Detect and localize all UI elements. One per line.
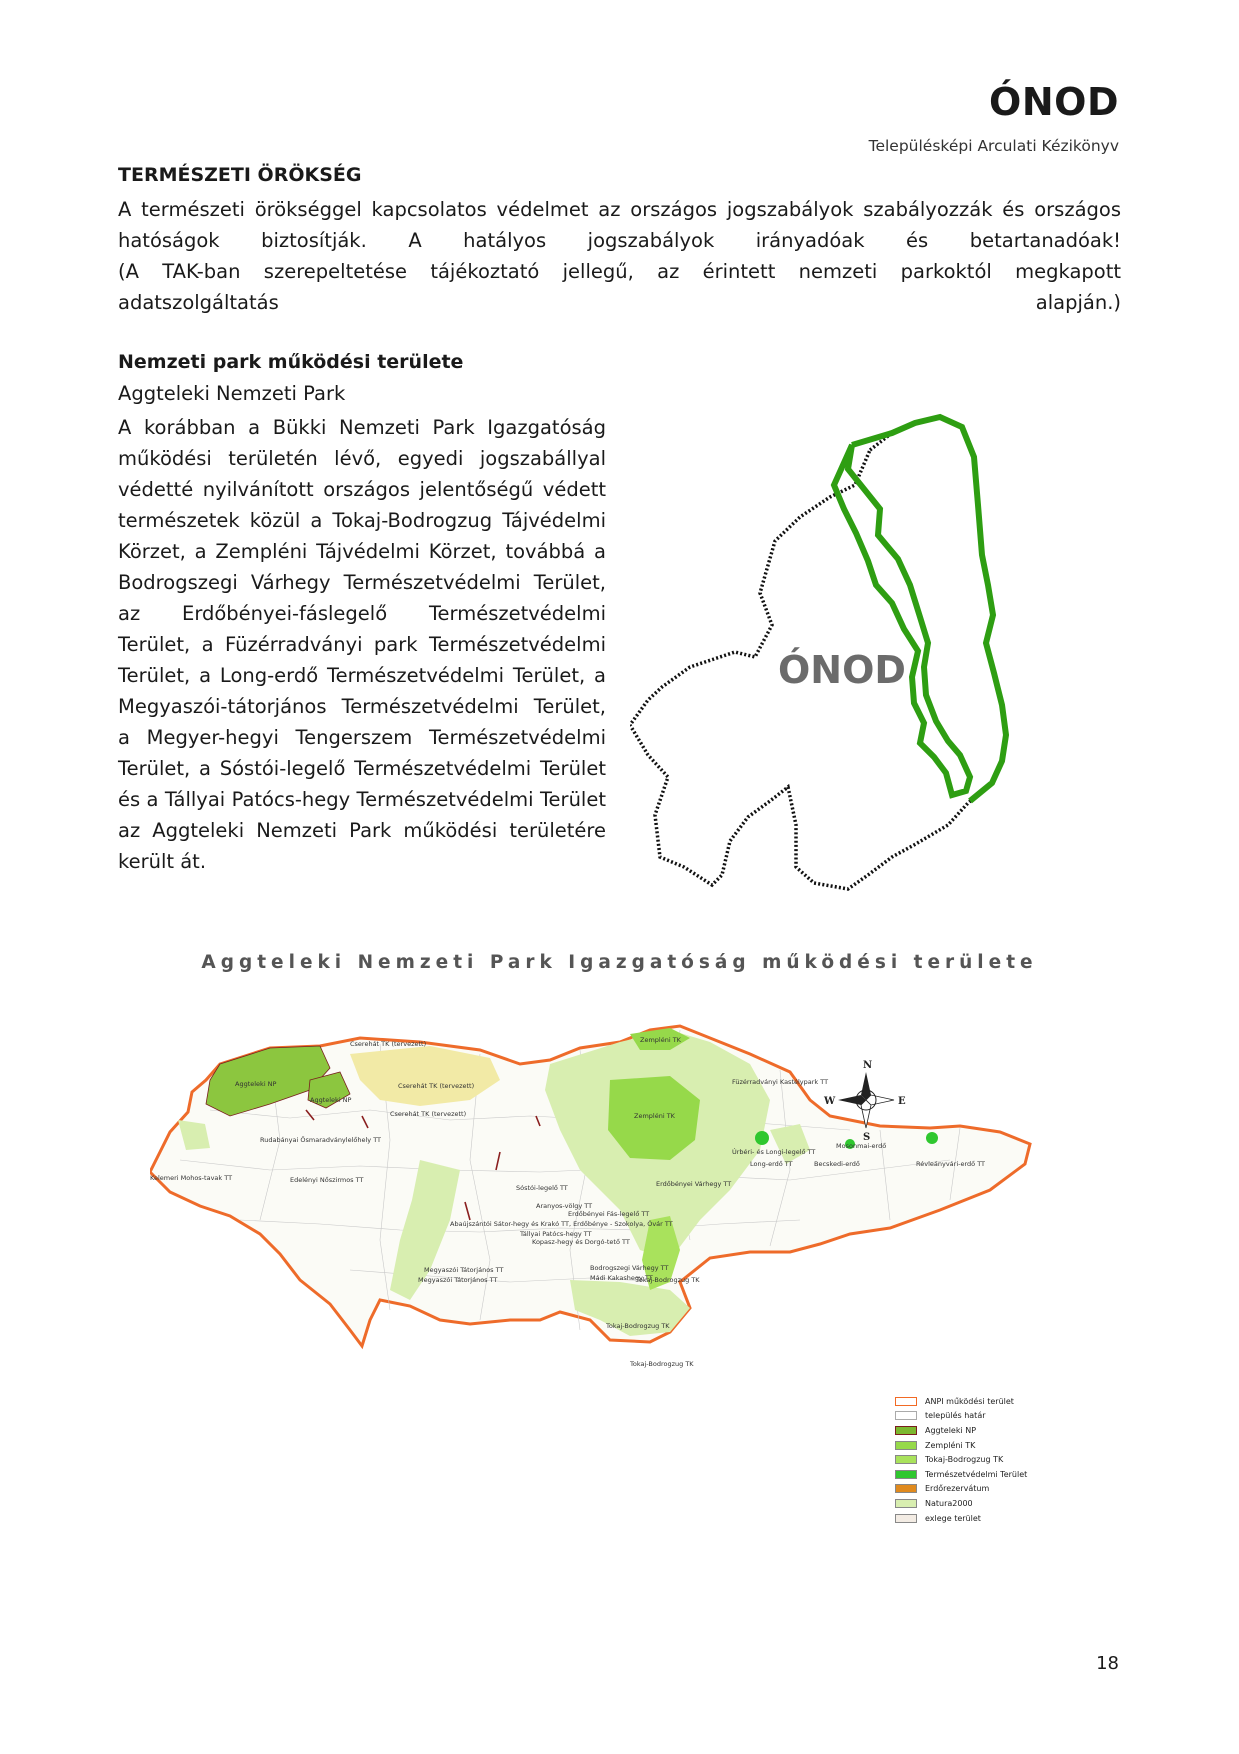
compass-south: S — [863, 1132, 871, 1143]
map-label: Cserehát TK (tervezett) — [350, 1040, 427, 1048]
compass-east: E — [898, 1096, 906, 1107]
legend-swatch — [895, 1455, 917, 1464]
legend-label: Tokaj-Bodrogzug TK — [925, 1455, 1004, 1465]
map-label: Tokaj-Bodrogzug TK — [636, 1276, 700, 1284]
legend-item — [895, 1394, 1027, 1409]
map-label: Erdőbényei Várhegy TT — [656, 1180, 732, 1188]
legend-label: Aggteleki NP — [925, 1425, 977, 1435]
legend-item — [895, 1423, 1027, 1438]
map-label: Cserehát TK (tervezett) — [398, 1082, 475, 1090]
map-label: Zempléni TK — [634, 1112, 675, 1120]
map-label: Bodrogszegi Várhegy TT — [590, 1264, 669, 1272]
map-label: Sóstói-legelő TT — [516, 1184, 568, 1192]
legend-swatch — [895, 1470, 917, 1479]
map-label: Long-erdő TT — [750, 1160, 793, 1168]
map-label: Mádi Kakashegy TT — [590, 1274, 653, 1282]
page-subtitle: Településképi Arculati Kézikönyv — [868, 137, 1119, 155]
legend-swatch — [895, 1499, 917, 1508]
map-label: Aggteleki NP — [235, 1080, 277, 1088]
map-label: Erdőbényei Fás-legelő TT — [568, 1210, 650, 1218]
park-description: A korábban a Bükki Nemzeti Park Igazgatóság működési területén lévő, egyedi jogszabállyal védetté nyilvánított országos jelentőségű védett természetek közül a Tokaj-Bodrogzug Tájvédelmi Körzet, a Zempléni Tájvédelmi Körzet, továbbá a Bodrogszegi Várhegy Természetvédelmi Terület, az Erdőbényei-fáslegelő Természetvédelmi Terület, a Füzérradványi park Természetvédelmi Terület, a Long-erdő Természetvédelmi Terület, a Megyaszói-tátorjános Természetvédelmi Terület, a Megyer-hegyi Tengerszem Természetvédelmi Terület, a Sóstói-legelő Természetvédelmi Terület és a Tállyai Patócs-hegy Természetvédelmi Terület az Aggteleki Nemzeti Park működési területére került át. — [118, 416, 606, 873]
legend-item — [895, 1511, 1027, 1526]
map-label: Kopasz-hegy és Dorgó-tető TT — [532, 1238, 630, 1246]
onod-map-label: ÓNOD — [778, 648, 906, 692]
map-label: Kelemeri Mohos-tavak TT — [150, 1174, 233, 1182]
intro-paragraph: A természeti örökséggel kapcsolatos védelmet az országos jogszabályok szabályozzák és országos hatóságok biztosítják. A hatályos jogszabályok irányadóak és betartanadóak! — [118, 198, 1121, 252]
legend-label: Natura2000 — [925, 1498, 973, 1508]
onod-boundary-map — [630, 405, 1105, 925]
legend-label: ANPI működési terület — [925, 1396, 1014, 1406]
map-label: Tállyai Patócs-hegy TT — [520, 1230, 592, 1238]
legend-item — [895, 1467, 1027, 1482]
map-label: Aggteleki NP — [310, 1096, 352, 1104]
legend-label: település határ — [925, 1411, 986, 1421]
legend-label: Erdőrezervátum — [925, 1484, 990, 1494]
legend-swatch — [895, 1514, 917, 1523]
legend-label: Zempléni TK — [925, 1440, 976, 1450]
legend-item — [895, 1482, 1027, 1497]
legend-swatch — [895, 1411, 917, 1420]
map-label: Aranyos-völgy TT — [536, 1202, 593, 1210]
park-heading: Nemzeti park működési területe — [118, 351, 464, 373]
legend-item — [895, 1409, 1027, 1424]
page-number: 18 — [1096, 1653, 1119, 1674]
map-label: Úrbéri- és Longi-legelő TT — [732, 1148, 816, 1156]
map-label: Abaújszántói Sátor-hegy és Krakó TT, Erdőbénye - Szokolya, Óvár TT — [450, 1220, 673, 1228]
legend-swatch — [895, 1484, 917, 1493]
page-title: ÓNOD — [989, 80, 1119, 124]
map-label: Edelényi Nőszirmos TT — [290, 1176, 364, 1184]
section-heading: TERMÉSZETI ÖRÖKSÉG — [118, 164, 362, 186]
park-name: Aggteleki Nemzeti Park — [118, 382, 346, 405]
legend-swatch — [895, 1441, 917, 1450]
compass-north: N — [863, 1060, 873, 1071]
region-map-legend — [895, 1394, 1027, 1525]
legend-item — [895, 1452, 1027, 1467]
region-map-title: Aggteleki Nemzeti Park Igazgatóság működési területe — [201, 952, 1038, 973]
legend-item — [895, 1496, 1027, 1511]
intro-note: (A TAK-ban szerepeltetése tájékoztató jellegű, az érintett nemzeti parkoktól megkapott adatszolgáltatás alapján.) — [118, 260, 1121, 314]
map-label: Megyaszói Tátorjános TT — [424, 1266, 504, 1274]
map-label: Tokaj-Bodrogzug TK — [630, 1360, 694, 1368]
map-label: Zempléni TK — [640, 1036, 681, 1044]
map-label: Tokaj-Bodrogzug TK — [606, 1322, 670, 1330]
map-label: Cserehát TK (tervezett) — [390, 1110, 467, 1118]
legend-swatch — [895, 1397, 917, 1406]
legend-label: Természetvédelmi Terület — [925, 1469, 1028, 1479]
map-label: Becskedi-erdő — [814, 1160, 860, 1168]
map-label: Megyaszói Tátorjános TT — [418, 1276, 498, 1284]
compass-west: W — [824, 1096, 836, 1107]
legend-label: exlege terület — [925, 1513, 981, 1523]
map-label: Révleányvári-erdő TT — [916, 1160, 986, 1168]
legend-item — [895, 1438, 1027, 1453]
map-label: Rudabányai Ősmaradványlelőhely TT — [260, 1136, 382, 1144]
map-label: Füzérradványi Kastélypark TT — [732, 1078, 829, 1086]
map-label: Mosonmai-erdő — [836, 1142, 887, 1150]
intro-text — [118, 194, 1121, 318]
legend-swatch — [895, 1426, 917, 1435]
